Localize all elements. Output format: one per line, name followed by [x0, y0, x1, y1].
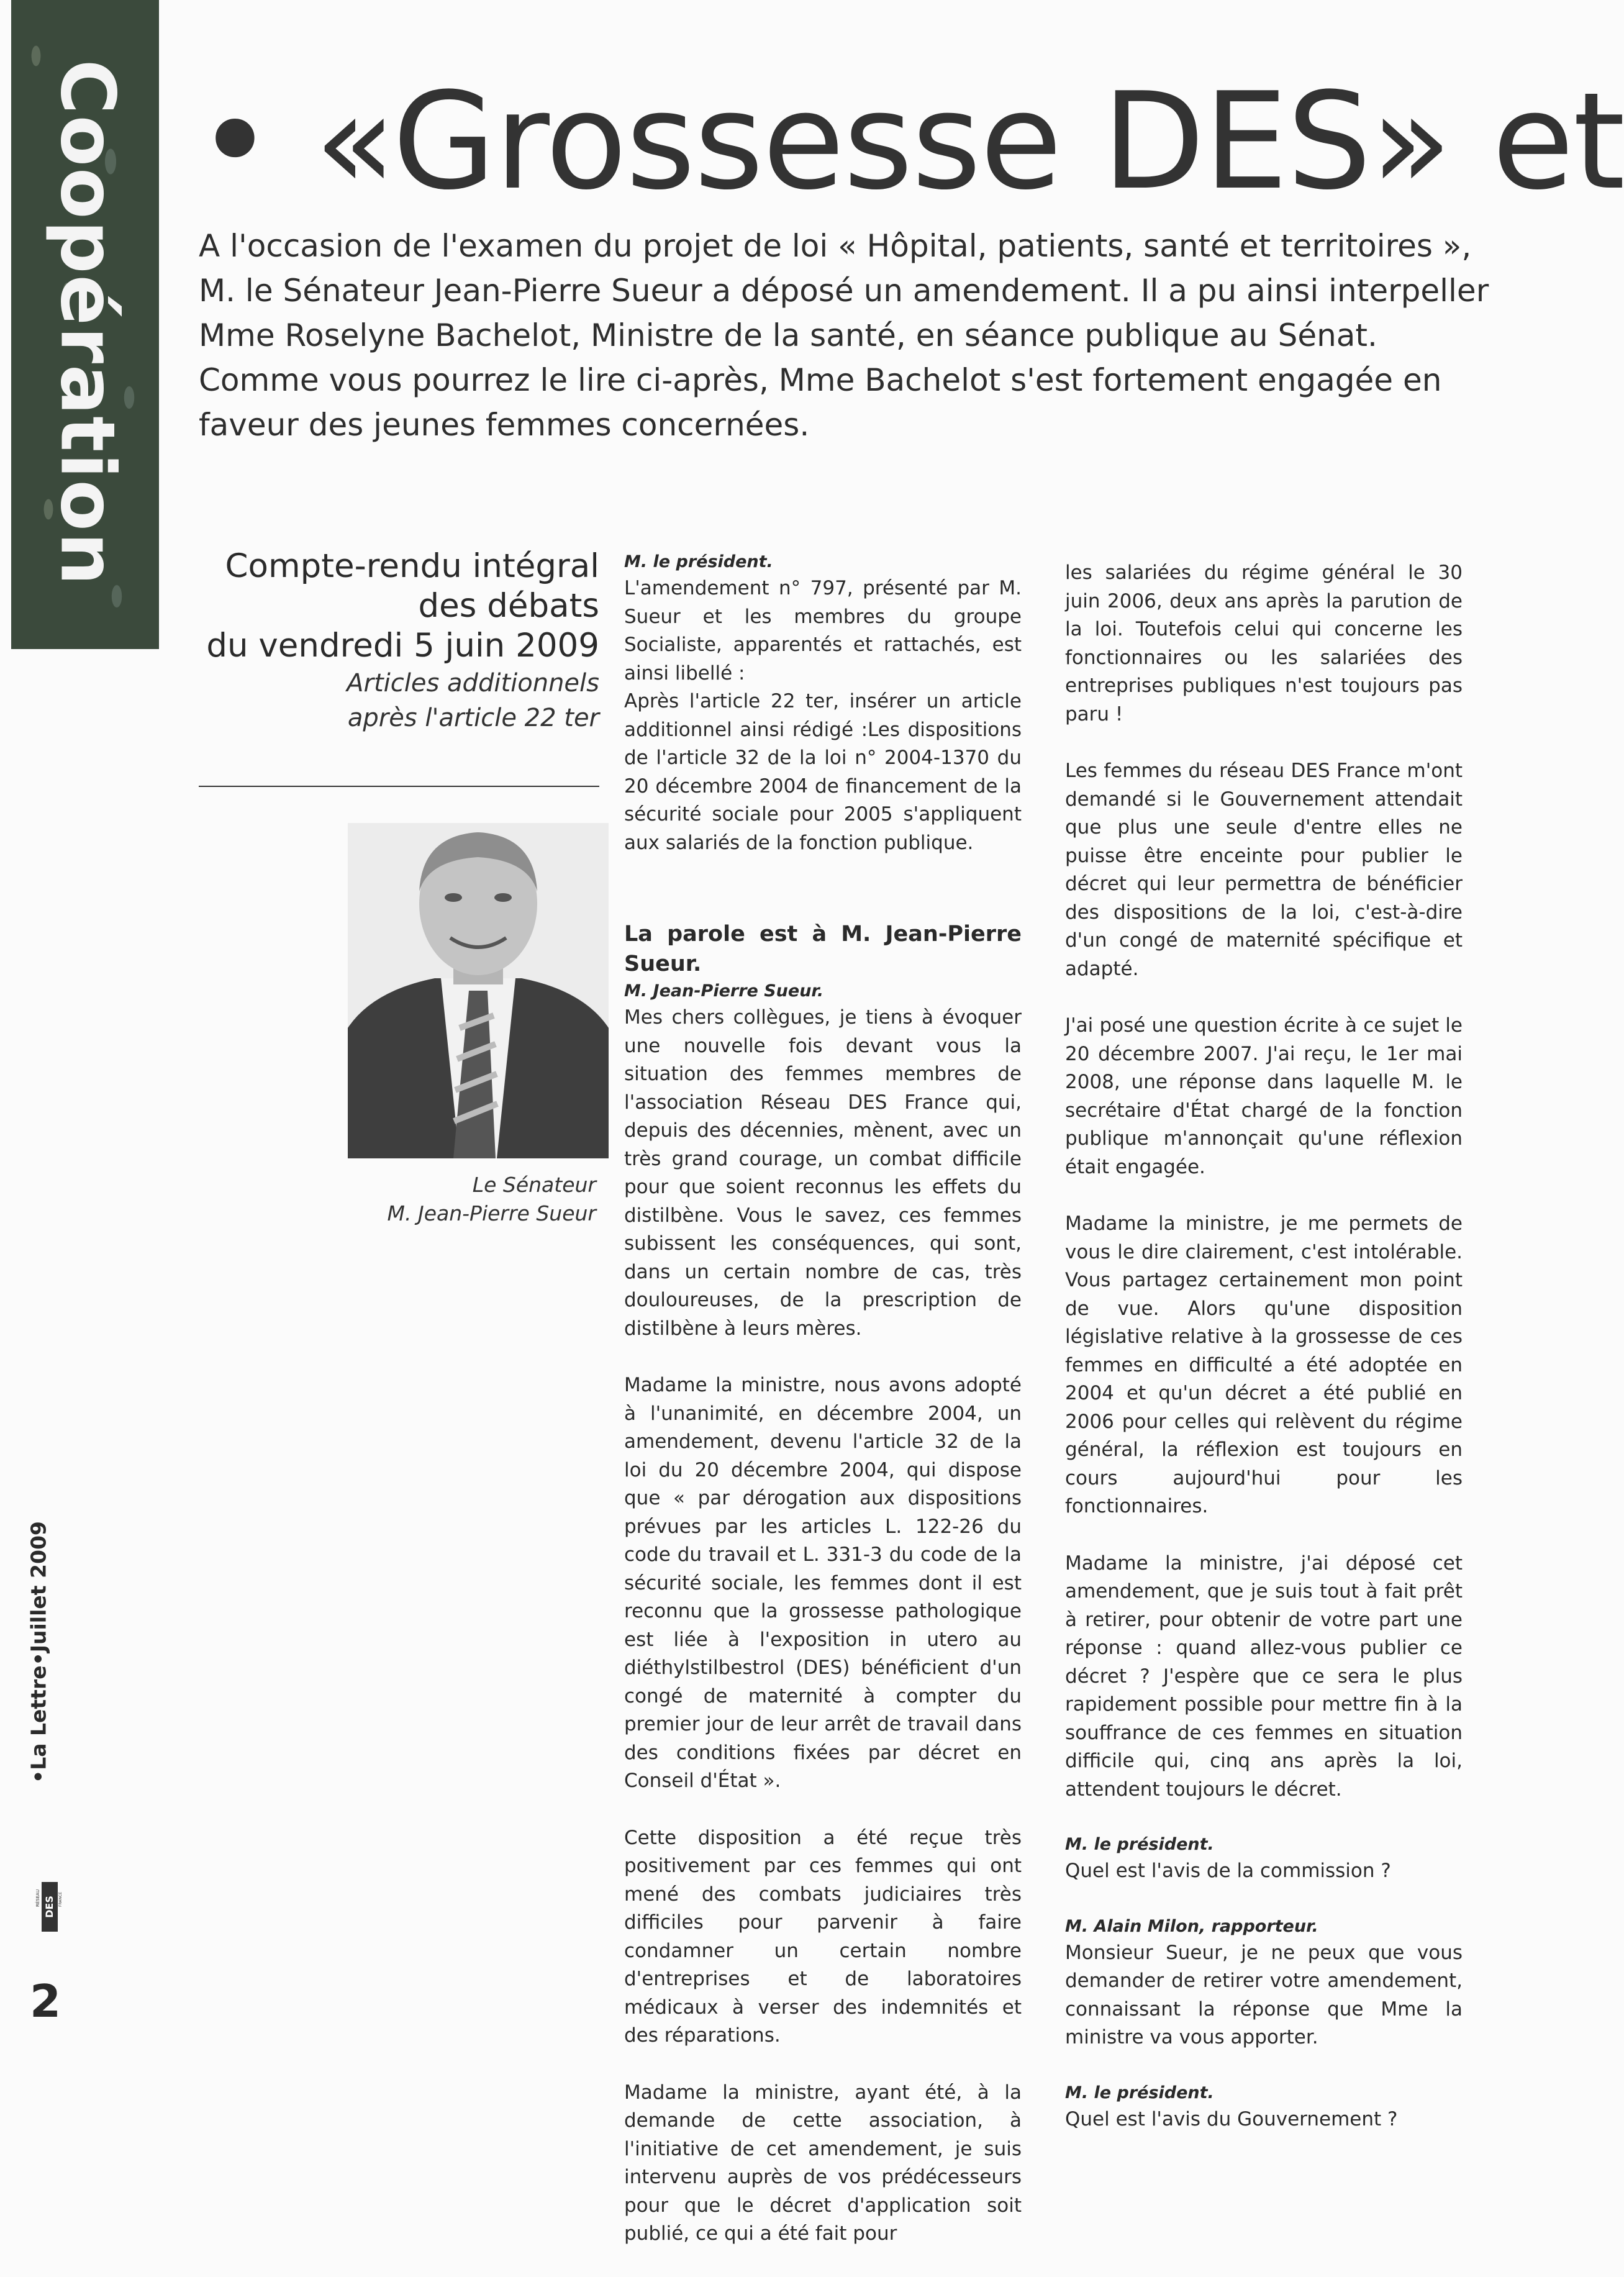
paragraph-text: L'amendement n° 797, présenté par M. Sueur et les membres du groupe Socialiste, apparentés et rattachés, est ainsi libellé : — [624, 577, 1022, 684]
portrait-icon — [348, 823, 609, 1158]
logo-text: DES — [43, 1896, 55, 1918]
intro-line: A l'occasion de l'examen du projet de loi « Hôpital, patients, santé et territoires », — [199, 228, 1472, 264]
intro-paragraph — [199, 224, 1489, 447]
title-divider — [199, 786, 599, 787]
text-column-right — [1065, 559, 1463, 2162]
paragraph-text: Monsieur Sueur, je ne peux que vous demander de retirer votre amendement, connaissant la réponse que Mme la ministre va vous apporter. — [1065, 1941, 1463, 2048]
paragraph: les salariées du régime général le 30 juin 2006, deux ans après la parution de la loi. Toutefois celui qui concerne les fonctionnaires ou les salariées des entreprises publiques n'est toujours pas paru ! — [1065, 561, 1463, 725]
logo-bottom-text: FRANCE — [58, 1892, 63, 1907]
speaker-name: M. Jean-Pierre Sueur. — [624, 981, 824, 1001]
logo-top-text: RÉSEAU — [35, 1889, 40, 1907]
title-line: des débats — [418, 587, 599, 625]
title-line: du vendredi 5 juin 2009 — [206, 627, 599, 665]
paragraph: Les femmes du réseau DES France m'ont demandé si le Gouvernement attendait que plus une seule d'entre elles ne puisse être enceinte pour publier le décret qui leur permettra de bénéficier des dispositions de la loi, c'est-à-dire d'un congé de maternité spécifique et adapté. — [1065, 760, 1463, 980]
speaker-name: M. Alain Milon, rapporteur. — [1065, 1916, 1318, 1936]
text-column-middle — [624, 550, 1022, 2277]
paragraph-text: Après l'article 22 ter, insérer un article additionnel ainsi rédigé :Les dispositions de l'article 32 de la loi n° 2004-1370 du 20 décembre 2004 de financement de la sécurité sociale pour 2005 s'appliquent aux salariés de la fonction publique. — [624, 690, 1022, 854]
paragraph-text: Mes chers collègues, je tiens à évoquer une nouvelle fois devant vous la situation des femmes membres de l'association Réseau DES France qui, depuis des décennies, mènent, avec un très grand courage, un combat difficile pour que soient reconnus les effets du distilbène. Vous le savez, ces femmes subissent les conséquences, qui sont, dans un certain nombre de cas, très douloureuses, de la prescription de distilbène à leurs mères. — [624, 1006, 1022, 1340]
subtitle-line: après l'article 22 ter — [347, 704, 599, 732]
paragraph-text: Quel est l'avis de la commission ? — [1065, 1860, 1391, 1882]
paragraph-heading: La parole est à M. Jean-Pierre Sueur. — [624, 922, 1022, 976]
running-footer-text: •La Lettre•Juillet 2009 — [26, 1521, 51, 1783]
paragraph: Cette disposition a été reçue très positivement par ces femmes qui ont mené des combats judiciaires très difficiles pour parvenir à faire condamner un certain nombre d'entreprises et de laboratoires médicaux à verser des indemnités et des réparations. — [624, 1826, 1022, 2047]
title-block — [199, 547, 599, 735]
title-line: Compte-rendu intégral — [225, 547, 599, 585]
headline: • «Grossesse DES» et — [196, 63, 1624, 219]
speaker-name: M. le président. — [1065, 2083, 1214, 2102]
paragraph: Madame la ministre, j'ai déposé cet amendement, que je suis tout à fait prêt à retirer, pour obtenir de votre part une réponse : quand allez-vous publier ce décret ? J'espère que ce sera le plus rapidement possible pour mettre fin à la souffrance de ces femmes en situation difficile qui, cinq ans après la loi, attendent toujours le décret. — [1065, 1552, 1463, 1801]
paragraph — [1065, 1914, 1463, 2052]
paragraph — [624, 550, 1022, 857]
reseau-des-logo — [34, 1870, 62, 1944]
paragraph: Madame la ministre, nous avons adopté à l'unanimité, en décembre 2004, un amendement, devenu l'article 32 de la loi du 20 décembre 2004, qui dispose que « par dérogation aux dispositions prévues par les articles L. 122-26 du code du travail et L. 331-3 du code de la sécurité sociale, les femmes dont il est reconnu que la grossesse pathologique est liée à l'exposition in utero au diéthylstilbestrol (DES) bénéficient d'un congé de maternité à compter du premier jour de leur arrêt de travail dans des conditions fixées par décret en Conseil d'État ». — [624, 1374, 1022, 1792]
intro-line: Mme Roselyne Bachelot, Ministre de la santé, en séance publique au Sénat. — [199, 317, 1377, 353]
paragraph — [624, 919, 1022, 1343]
paragraph: Madame la ministre, je me permets de vous le dire clairement, c'est intolérable. Vous partagez certainement mon point de vue. Alors qu'une disposition législative relative à la grossesse de ces femmes en difficulté a été adoptée en 2004 et qu'un décret a été publié en 2006 pour celles qui relèvent du régime général, la réflexion est toujours en cours aujourd'hui pour les fonctionnaires. — [1065, 1212, 1463, 1517]
speaker-name: M. le président. — [1065, 1835, 1214, 1854]
portrait-photo — [348, 823, 609, 1158]
paragraph: Madame la ministre, ayant été, à la demande de cette association, à l'initiative de cet amendement, je suis intervenu auprès de vos prédécesseurs pour que le décret d'application soit publié, ce qui a été fait pour — [624, 2081, 1022, 2245]
page-number: 2 — [30, 1975, 61, 2027]
paragraph — [1065, 2081, 1463, 2134]
intro-line: M. le Sénateur Jean-Pierre Sueur a déposé un amendement. Il a pu ainsi interpeller — [199, 273, 1489, 309]
section-label-text: Coopération — [43, 59, 130, 587]
caption-line: Le Sénateur — [472, 1173, 596, 1197]
paragraph: J'ai posé une question écrite à ce sujet le 20 décembre 2007. J'ai reçu, le 1er mai 2008, une réponse dans laquelle M. le secrétaire d'État chargé de la fonction publique m'annonçait qu'une réflexion était engagée. — [1065, 1014, 1463, 1178]
caption-line: M. Jean-Pierre Sueur — [387, 1201, 596, 1225]
logo-icon — [34, 1870, 62, 1944]
speaker-name: M. le président. — [624, 552, 773, 571]
subtitle-line: Articles additionnels — [347, 669, 599, 698]
intro-line: Comme vous pourrez le lire ci-après, Mme Bachelot s'est fortement engagée en — [199, 362, 1442, 398]
paragraph — [1065, 1832, 1463, 1886]
paragraph-text: Quel est l'avis du Gouvernement ? — [1065, 2107, 1398, 2130]
intro-line: faveur des jeunes femmes concernées. — [199, 407, 810, 443]
photo-caption — [286, 1171, 596, 1228]
